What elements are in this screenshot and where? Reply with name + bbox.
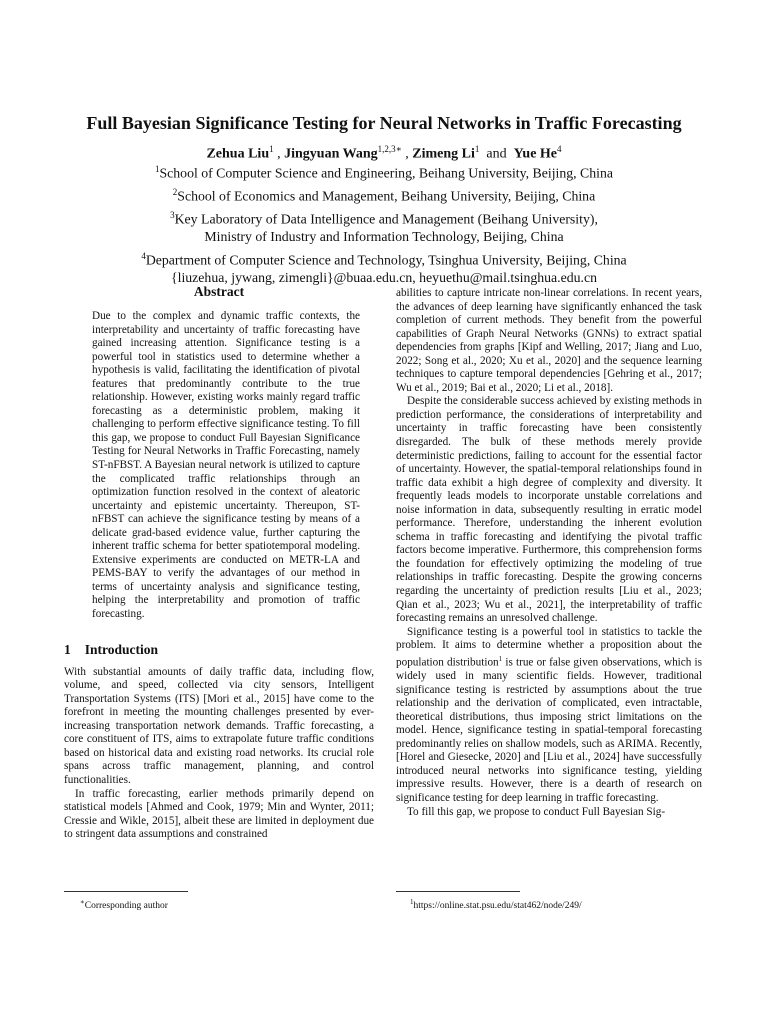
body-text: is true or false given observations, which is widely used in many scientific fields. However, traditional significance testing is restricted by assumptions about the true relationship and the derivation of complicated, even intractable, theoretical distributions, thus imposing strict limitations on the model. Hence, significance testing in spatial-temporal forecasting predominantly relies on shallow models, such as ARIMA. Recently, [Horel and Giesecke, 2020] and [Liu et al., 2024] have successfully introduced neural networks into significance testing, yielding impressive results. However, there is a dearth of research on significance testing for deep learning in traffic forecasting. [396,656,702,804]
affiliation-line [40,228,728,246]
body-paragraph: To fill this gap, we propose to conduct Full Bayesian Sig- [407,805,666,818]
footnote-divider [64,891,188,892]
right-column [396,287,702,819]
author-separator: and [486,146,507,162]
section-title: Introduction [84,641,159,657]
author-name: Jingyuan Wang [284,146,378,162]
footnote-mark: 1 [410,898,414,906]
affiliation-list [40,160,728,288]
footnote-reference: 1 [498,654,503,663]
footnote-text: Corresponding author [84,901,168,912]
author-name: Zimeng Li [412,146,475,162]
abstract-text: Due to the complex and dynamic traffic contexts, the interpretability and uncertainty of traffic forecasting have gained increasing attention. Significance testing is a powerful tool in statistics used to determine whether a hypothesis is valid, facilitating the identification of pivotal features that predominantly contribute to the true relationship. However, existing works mainly regard traffic forecasting as a deterministic problem, making it challenging to perform effective significance testing. To fill this gap, we propose to conduct Full Bayesian Significance Testing for Neural Networks in Traffic Forecasting, namely ST-nFBST. A Bayesian neural network is utilized to capture the complicated traffic relationships through an optimization function resolved in the context of aleatoric uncertainty and epistemic uncertainty. Thereupon, ST-nFBST can achieve the significance testing by means of a delicate grad-based evidence value, further capturing the inherent traffic schema for better spatiotemporal modeling. Extensive experiments are conducted on METR-LA and PEMS-BAY to verify the advantages of our method in terms of uncertainty analysis and significance testing, helping the interpretability and promotion of traffic forecasting. [92,310,360,621]
intro-paragraph-2: In traffic forecasting, earlier methods primarily depend on statistical models [Ahmed and Cook, 1979; Min and Wynter, 2011; Cressie and Wikle, 2015], albeit these are limited in deployment due to stringent data assumptions and constrained [64,787,374,841]
paper-title: Full Bayesian Significance Testing for Neural Networks in Traffic Forecasting [86,113,682,133]
footnote-mark: ∗ [80,898,85,906]
email-text: {liuzehua, jywang, zimengli}@buaa.edu.cn, heyuethu@mail.tsinghua.edu.cn [171,270,597,286]
author-affiliation-mark: 1 [474,144,480,154]
author-name: Yue He [513,146,558,162]
affiliation-text: Key Laboratory of Data Intelligence and Management (Beihang University), [174,211,598,227]
affiliation-text: School of Computer Science and Engineering, Beihang University, Beijing, China [159,165,614,181]
section-number: 1 [64,641,71,657]
intro-paragraph-1: With substantial amounts of daily traffic data, including flow, volume, and speed, collected via city sensors, Intelligent Transportation Systems (ITS) [Mori et al., 2015] have come to the forefront in meeting the mounting challenges presented by ever-increasing transportation network demands. Traffic forecasting, a core constituent of ITS, aims to extrapolate future traffic conditions based on historical data and existing road networks. Its crucial role spans across traffic management, planning, and control functionalities. [64,665,374,786]
footnote-corresponding-author [80,896,168,912]
section-heading-introduction [64,642,374,658]
body-paragraph: abilities to capture intricate non-linear correlations. In recent years, the advances of deep learning have significantly enhanced the task completion of current methods. They benefit from the powerful capabilities of Graph Neural Networks (GNNs) to extract spatial dependencies from graphs [Kipf and Welling, 2017; Jiang and Luo, 2022; Song et al., 2020; Xu et al., 2020] and the sequence learning techniques to capture temporal dependencies [Gehring et al., 2017; Wu et al., 2019; Bai et al., 2020; Li et al., 2018]. [396,287,702,394]
left-column [64,284,374,842]
author-affiliation-mark: 1 [269,144,274,154]
author-affiliation-mark: 4 [557,144,562,154]
body-paragraph [396,626,702,806]
affiliation-mark: 3 [170,209,175,220]
abstract-heading: Abstract [193,284,245,299]
affiliation-text: Ministry of Industry and Information Technology, Beijing, China [204,229,564,245]
affiliation-mark: 4 [141,250,146,261]
author-name: Zehua Liu [206,146,270,162]
body-paragraph: Despite the considerable success achieved by existing methods in prediction performance, the considerations of interpretability and uncertainty in traffic forecasting have been consistently disregarded. The bulk of these methods merely provide deterministic predictions, failing to account for the essential factor of uncertainty. However, the spatial-temporal relationships found in traffic data exhibit a high degree of complexity and diversity. It frequently leads models to incorporate unstable correlations and noise information in data, subsequently resulting in erratic model performance. Therefore, understanding the inherent evolution schema in traffic forecasting and identifying the pivotal traffic factors become imperative. Furthermore, this comprehension forms the foundation for effectively optimizing the modeling of true relationships in traffic forecasting. Despite the growing concerns regarding the uncertainty of prediction results [Liu et al., 2023; Qian et al., 2023; Wu et al., 2021], the interpretability of traffic forecasting remains an unresolved challenge. [396,395,702,625]
affiliation-mark: 2 [172,186,178,197]
affiliation-text: School of Economics and Management, Beihang University, Beijing, China [177,188,596,204]
affiliation-line [40,183,728,206]
affiliation-line [40,206,728,229]
body-text: Significance testing is a powerful tool in statistics to tackle the problem. It aims to determine whether a proposition about the population distribution [396,625,702,669]
author-separator: , [277,146,281,162]
affiliation-text: Department of Computer Science and Technology, Tsinghua University, Beijing, China [145,252,627,268]
author-separator: , [405,146,409,162]
footnote-url [410,896,582,912]
footnote-divider [396,891,520,892]
footnote-link-text: https://online.stat.psu.edu/stat462/node/249/ [413,901,582,912]
affiliation-line [40,247,728,270]
affiliation-mark: 1 [154,164,160,174]
author-affiliation-mark: 1,2,3∗ [377,144,402,154]
affiliation-line [40,160,728,183]
